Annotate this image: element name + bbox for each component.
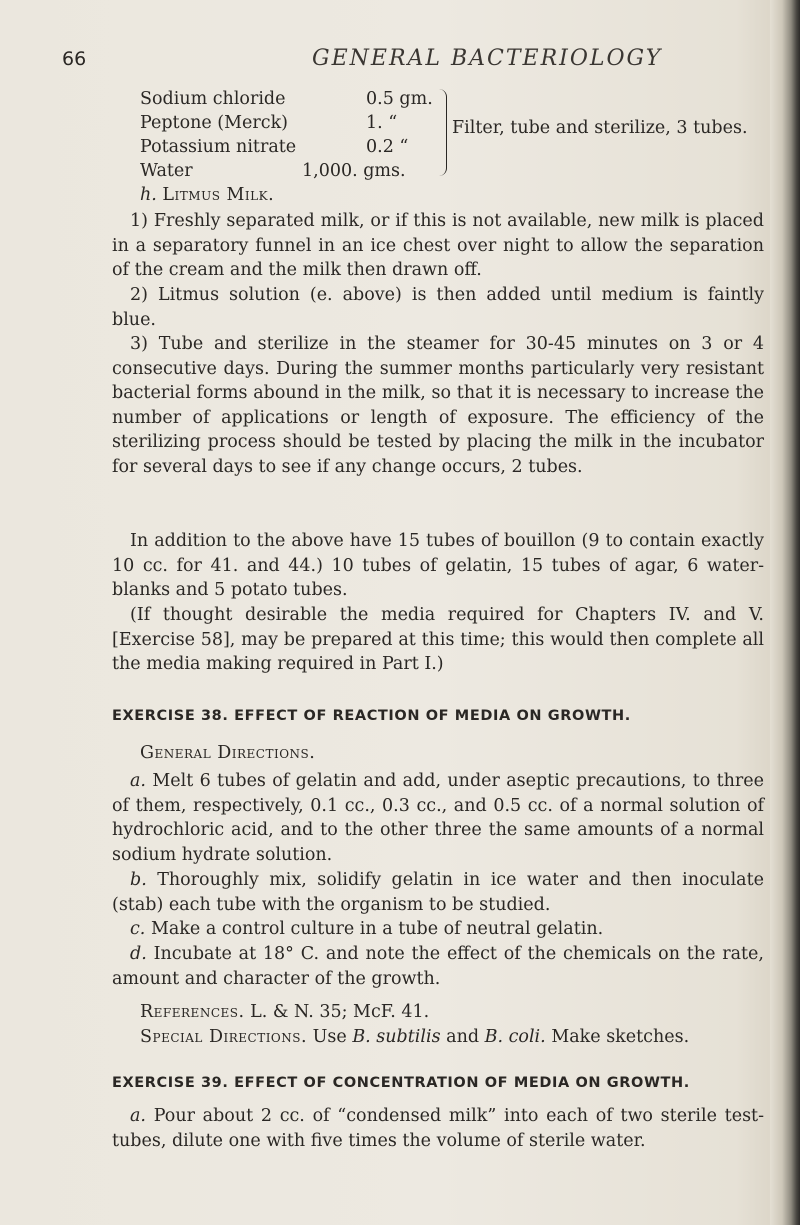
exercise-38-item-b: b. Thoroughly mix, solidify gelatin in ice water and then inoculate (stab) each tube with the organism to be studied. (112, 870, 764, 915)
formula-row: Peptone (Merck) 1. “ (140, 113, 398, 133)
running-title: GENERAL BACTERIOLOGY (312, 46, 663, 71)
formula-row: Potassium nitrate 0.2 “ (140, 137, 409, 157)
media-addition-paragraph: In addition to the above have 15 tubes of bouillon (9 to contain exactly 10 cc. for 41. and 44.) 10 tubes of gelatin, 15 tubes of agar, 6 water-blanks and 5 potato tubes. (112, 531, 764, 601)
page-edge-shadow (770, 0, 800, 1225)
exercise-38-item-d: d. Incubate at 18° C. and note the effect of the chemicals on the rate, amount and character of the growth. (112, 944, 764, 989)
special-directions-line: Special Directions. Use B. subtilis and B. coli. Make sketches. (140, 1027, 690, 1047)
exercise-38-item-a: a. Melt 6 tubes of gelatin and add, under aseptic precautions, to three of them, respectively, 0.1 cc., 0.3 cc., and 0.5 cc. of a normal solution of hydrochloric acid, and to the other three the same amounts of a normal sodium hydrate solution. (112, 771, 764, 865)
exercise-39-item-a: a. Pour about 2 cc. of “condensed milk” into each of two sterile test-tubes, dilute one with five times the volume of sterile water. (112, 1106, 764, 1151)
litmus-step-2: 2) Litmus solution (e. above) is then added until medium is faintly blue. (112, 285, 764, 330)
litmus-milk-heading: h. Litmus Milk. (140, 185, 275, 205)
formula-row: Water 1,000. gms. (140, 161, 406, 181)
formula-instruction: Filter, tube and sterilize, 3 tubes. (452, 118, 748, 138)
general-directions-heading: General Directions. (140, 743, 316, 763)
right-brace (438, 89, 447, 176)
litmus-step-1: 1) Freshly separated milk, or if this is not available, new milk is placed in a separatory funnel in an ice chest over night to allow the separation of the cream and the milk then drawn off. (112, 211, 764, 281)
references-line: References. L. & N. 35; McF. 41. (140, 1002, 430, 1022)
page-number: 66 (62, 48, 87, 70)
media-note-paragraph: (If thought desirable the media required for Chapters IV. and V. [Exercise 58], may be prepared at this time; this would then complete all the media making required in Part I.) (112, 605, 764, 675)
exercise-39-heading: EXERCISE 39. EFFECT OF CONCENTRATION OF MEDIA ON GROWTH. (112, 1075, 690, 1091)
litmus-step-3: 3) Tube and sterilize in the steamer for 30-45 minutes on 3 or 4 consecutive days. During the summer months particularly very resistant bacterial forms abound in the milk, so that it is necessary to increase the number of applications or length of exposure. The efficiency of the sterilizing process should be tested by placing the milk in the incubator for several days to see if any change occurs, 2 tubes. (112, 334, 764, 477)
exercise-38-item-c: c. Make a control culture in a tube of neutral gelatin. (130, 919, 604, 939)
exercise-38-heading: EXERCISE 38. EFFECT OF REACTION OF MEDIA ON GROWTH. (112, 708, 631, 724)
formula-row: Sodium chloride 0.5 gm. (140, 89, 433, 109)
page-header (62, 48, 702, 78)
